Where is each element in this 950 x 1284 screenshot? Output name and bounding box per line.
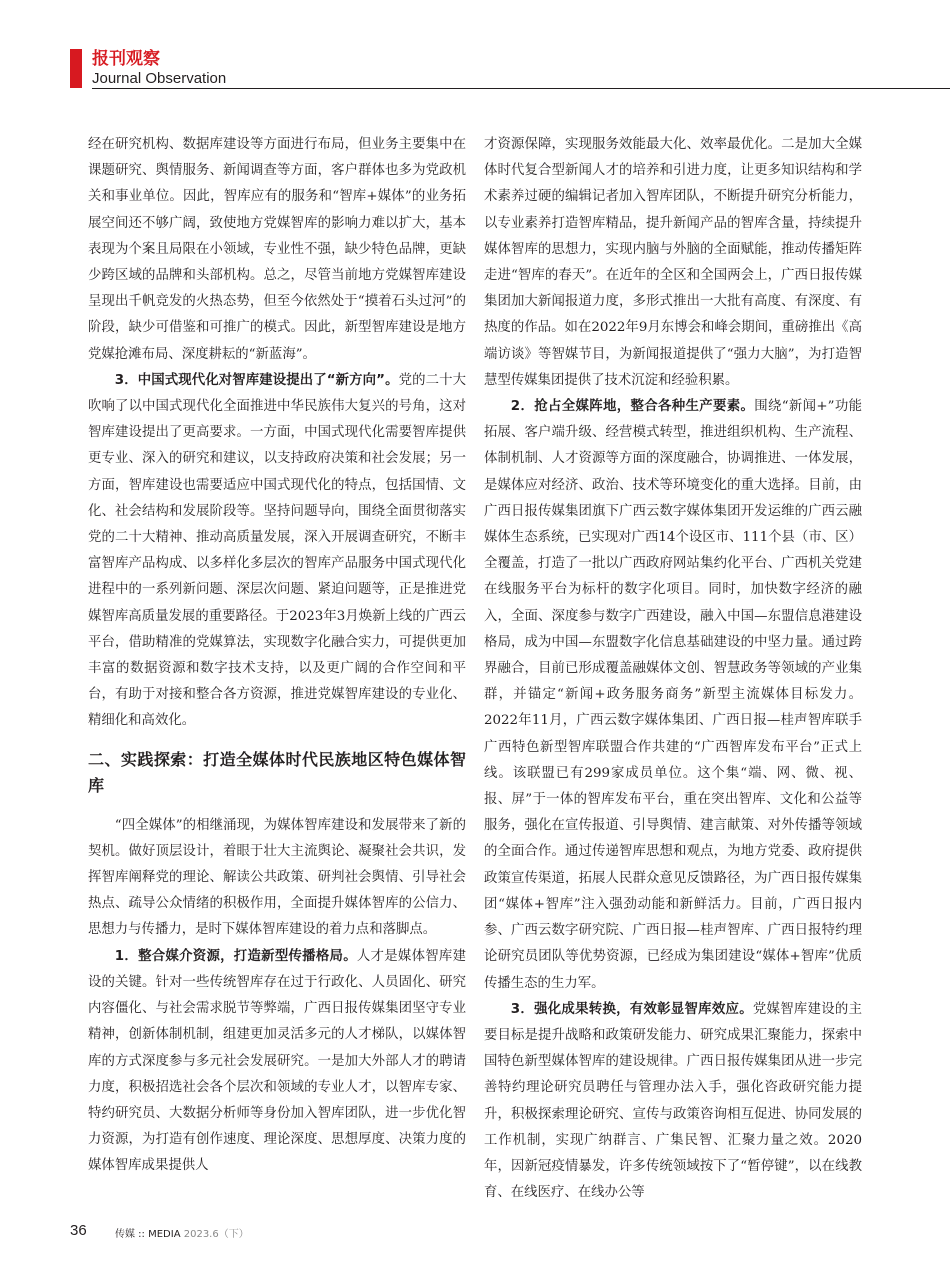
header-divider <box>92 88 950 89</box>
paragraph-body: 围绕“新闻+”功能拓展、客户端升级、经营模式转型，推进组织机构、生产流程、体制机制、人才资源等方面的深度融合，协调推进、一体发展，是媒体应对经济、政治、技术等环境变化的重大选择。目前，由广西日报传媒集团旗下广西云数字媒体集团开发运维的广西云融媒体生态系统，已实现对广西14个设区市、111个县（市、区）全覆盖，打造了一批以广西政府网站集约化平台、广西机关党建在线服务平台为标杆的数字化项目。同时，加快数字经济的融入，全面、深度参与数字广西建设，融入中国—东盟信息港建设格局，成为中国—东盟数字化信息基础建设的中坚力量。通过跨界融合，目前已形成覆盖融媒体文创、智慧政务等领域的产业集群，并锚定“新闻+政务服务商务”新型主流媒体目标发力。2022年11月，广西云数字媒体集团、广西日报—桂声智库联手广西特色新型智库联盟合作共建的“广西智库发布平台”正式上线。该联盟已有299家成员单位。这个集“端、网、微、视、报、屏”于一体的智库发布平台，重在突出智库、文化和公益等服务，强化在宣传报道、引导舆情、建言献策、对外传播等领域的全面合作。通过传递智库思想和观点，为地方党委、政府提供政策宣传渠道，拓展人民群众意见反馈路径，为广西日报传媒集团“媒体+智库”注入强劲动能和新鲜活力。目前，广西日报内参、广西云数字研究院、广西日报—桂声智库、广西日报特约理论研究员团队等优势资源，已经成为集团建设“媒体+智库”优质传播生态的生力军。 <box>484 399 862 991</box>
paragraph-lead: 3．强化成果转换，有效彰显智库效应。 <box>510 1001 753 1017</box>
paragraph-lead: 1．整合媒介资源，打造新型传播格局。 <box>114 948 357 964</box>
paragraph: 才资源保障，实现服务效能最大化、效率最优化。二是加大全媒体时代复合型新闻人才的培养和引进力度，让更多知识结构和学术素养过硬的编辑记者加入智库团队，不断提升研究分析能力，以专业素养打造智库精品，提升新闻产品的智库含量，持续提升媒体智库的思想力，实现内脑与外脑的全面赋能，推动传播矩阵走进“智库的春天”。在近年的全区和全国两会上，广西日报传媒集团加大新闻报道力度，多形式推出一大批有高度、有深度、有热度的作品。如在2022年9月东博会和峰会期间，重磅推出《高端访谈》等智媒节目，为新闻报道提供了“强力大脑”，为打造智慧型传媒集团提供了技术沉淀和经验积累。 <box>484 137 862 388</box>
paragraph-body: 人才是媒体智库建设的关键。针对一些传统智库存在过于行政化、人员固化、研究内容僵化、与社会需求脱节等弊端，广西日报传媒集团坚守专业精神，创新体制机制，组建更加灵活多元的人才梯队，以媒体智库的方式深度参与多元社会发展研究。一是加大外部人才的聘请力度，积极招选社会各个层次和领域的专业人才，以智库专家、特约研究员、大数据分析师等身份加入智库团队，进一步优化智力资源，为打造有创作速度、理论深度、思想厚度、决策力度的媒体智库成果提供人 <box>88 948 466 1174</box>
paragraph-body: 党媒智库建设的主要目标是提升战略和政策研发能力、研究成果汇聚能力，探索中国特色新型媒体智库的建设规律。广西日报传媒集团从进一步完善特约理论研究员聘任与管理办法入手，强化咨政研究能力提升，积极探索理论研究、宣传与政策咨询相互促进、协同发展的工作机制，实现广纳群言、广集民智、汇聚力量之效。2020年，因新冠疫情暴发，许多传统领域按下了“暂停键”，以在线教育、在线医疗、在线办公等 <box>484 1001 862 1201</box>
paragraph: 经在研究机构、数据库建设等方面进行布局，但业务主要集中在课题研究、舆情服务、新闻调查等方面，客户群体也多为党政机关和事业单位。因此，智库应有的服务和“智库+媒体”的业务拓展空间还不够广阔，致使地方党媒智库的影响力难以扩大，基本表现为个案且局限在小领域，专业性不强，缺少特色品牌，更缺少跨区域的品牌和头部机构。总之，尽管当前地方党媒智库建设呈现出千帆竞发的火热态势，但至今依然处于“摸着石头过河”的阶段，缺少可借鉴和可推广的模式。因此，新型智库建设是地方党媒抢滩布局、深度耕耘的“新蓝海”。 <box>88 137 466 362</box>
paragraph-body: 党的二十大吹响了以中国式现代化全面推进中华民族伟大复兴的号角，这对智库建设提出了更高要求。一方面，中国式现代化需要智库提供更专业、深入的研究和建议，以支持政府决策和社会发展；另一方面，智库建设也需要适应中国式现代化的特点，包括国情、文化、社会结构和发展阶段等。坚持问题导向，围绕全面贯彻落实党的二十大精神、推动高质量发展，深入开展调查研究，不断丰富智库产品构成、以多样化多层次的智库产品服务中国式现代化进程中的一系列新问题、深层次问题、紧迫问题等，正是推进党媒智库高质量发展的重要路径。于2023年3月焕新上线的广西云平台，借助精准的党媒算法，实现数字化融合实力，可提供更加丰富的数据资源和数字技术支持，以及更广阔的合作空间和平台，有助于对接和整合各方资源，推进党媒智库建设的专业化、精细化和高效化。 <box>88 372 467 729</box>
publication-name: 传媒 :: MEDIA <box>115 1229 181 1240</box>
section-title-en: Journal Observation <box>92 70 227 87</box>
left-column <box>88 132 466 1180</box>
paragraph-lead: 3．中国式现代化对智库建设提出了“新方向”。 <box>114 372 399 388</box>
paragraph-lead: 2．抢占全媒阵地，整合各种生产要素。 <box>510 399 755 415</box>
paragraph <box>88 944 466 1180</box>
page-number: 36 <box>70 1222 87 1239</box>
issue-date: 2023.6（下） <box>183 1229 249 1240</box>
paragraph: “四全媒体”的相继涌现，为媒体智库建设和发展带来了新的契机。做好顶层设计，着眼于壮大主流舆论、凝聚社会共识，发挥智库阐释党的理论、解读公共政策、研判社会舆情、引导社会热点、疏导公众情绪的积极作用，全面提升媒体智库的公信力、思想力与传播力，是时下媒体智库建设的着力点和落脚点。 <box>88 817 466 938</box>
footer-info <box>115 1225 249 1240</box>
right-column <box>484 132 862 1206</box>
paragraph <box>484 394 862 997</box>
paragraph <box>484 997 862 1207</box>
paragraph <box>88 368 466 735</box>
section-title-cn: 报刊观察 <box>92 49 160 69</box>
section-marker-bar <box>70 49 82 88</box>
section-heading: 二、实践探索：打造全媒体时代民族地区特色媒体智库 <box>88 749 466 795</box>
